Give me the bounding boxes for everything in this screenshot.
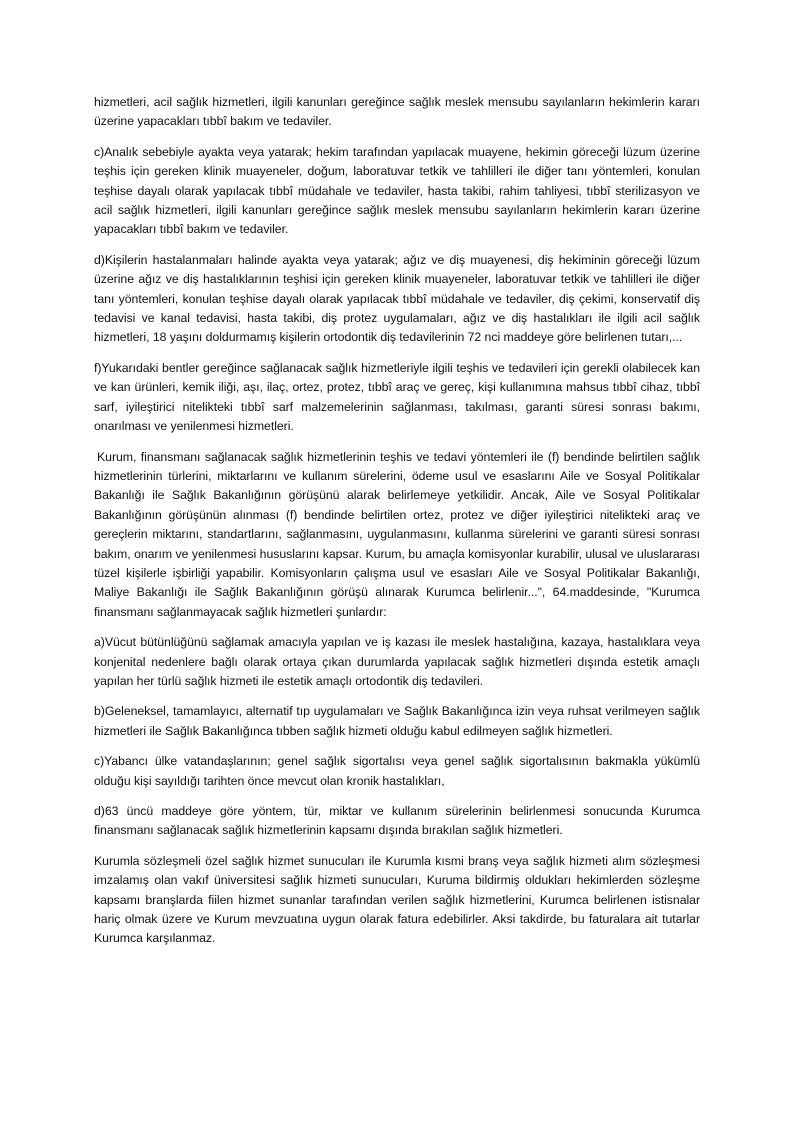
paragraph-item-b-alternative-medicine: b)Geleneksel, tamamlayıcı, alternatif tıp uygulamaları ve Sağlık Bakanlığınca izin veya ruhsat verilmeyen sağlık hizmetleri ile Sağlık Bakanlığınca tıbben sağlık hizmeti olduğu kabul edilmeyen sağlık hizmetleri. [94, 704, 700, 738]
paragraph-item-c-maternity: c)Analık sebebiyle ayakta veya yatarak; hekim tarafından yapılacak muayene, hekimin göreceği lüzum üzerine teşhis için gereken klinik muayeneler, doğum, laboratuvar tetkik ve tahlilleri ile diğer tanı yöntemleri, konulan teşhise dayalı olarak yapılacak tıbbî müdahale ve tedaviler, hasta takibi, rahim tahliyesi, tıbbî sterilizasyon ve acil sağlık hizmetleri, ilgili kanunları gereğince sağlık meslek mensubu sayılanların hekimlerin kararı üzerine yapacakları tıbbî bakım ve tedaviler. [94, 144, 700, 237]
paragraph-kurum-authority: Kurum, finansmanı sağlanacak sağlık hizmetlerinin teşhis ve tedavi yöntemleri ile (f) bendinde belirtilen sağlık hizmetlerinin türlerini, miktarlarını ve kullanım sürelerini, ödeme usul ve esaslarını Aile ve Sosyal Politikalar Bakanlığı ile Sağlık Bakanlığının görüşünü alarak belirlemeye yetkilidir. Ancak, Aile ve Sosyal Politikalar Bakanlığının görüşünün alınması (f) bendinde belirtilen ortez, protez ve diğer iyileştirici nitelikteki araç ve gereçlerin miktarını, standartlarını, sağlanmasını, uygulanmasını, kullanma sürelerini ve garanti süresi sonrası bakım, onarım ve yenilenmesi hususlarını kapsar. Kurum, bu amaçla komisyonlar kurabilir, ulusal ve uluslararası tüzel kişilerle işbirliği yapabilir. Komisyonların çalışma usul ve esasları Aile ve Sosyal Politikalar Bakanlığı, Maliye Bakanlığı ile Sağlık Bakanlığının görüşü alınarak Kurumca belirlenir...", 64.maddesinde, "Kurumca finansmanı sağlanmayacak sağlık hizmetleri şunlardır: [94, 449, 700, 619]
paragraph-item-f-devices: f)Yukarıdaki bentler gereğince sağlanacak sağlık hizmetleriyle ilgili teşhis ve tedavileri için gerekli olabilecek kan ve kan ürünleri, kemik iliği, aşı, ilaç, ortez, protez, tıbbî araç ve gereç, kişi kullanımına mahsus tıbbî cihaz, tıbbî sarf, iyileştirici nitelikteki tıbbî sarf malzemelerinin sağlanması, takılması, garanti süresi sonrası bakımı, onarılması ve yenilenmesi hizmetleri. [94, 360, 700, 434]
paragraph-continuation: hizmetleri, acil sağlık hizmetleri, ilgili kanunları gereğince sağlık meslek mensubu sayılanların hekimlerin kararı üzerine yapacakları tıbbî bakım ve tedaviler. [94, 95, 700, 129]
paragraph-item-d-excluded-services: d)63 üncü maddeye göre yöntem, tür, miktar ve kullanım sürelerinin belirlenmesi sonucunda Kurumca finansmanı sağlanacak sağlık hizmetlerinin kapsamı dışında bırakılan sağlık hizmetleri. [94, 804, 700, 838]
paragraph-item-d-dental: d)Kişilerin hastalanmaları halinde ayakta veya yatarak; ağız ve diş muayenesi, diş hekiminin göreceği lüzum üzerine ağız ve diş hastalıklarının teşhisi için gereken klinik muayeneler, laboratuvar tetkik ve tahlilleri ile diğer tanı yöntemleri, konulan teşhise dayalı olarak yapılacak tıbbî müdahale ve tedaviler, diş çekimi, konservatif diş tedavisi ve kanal tedavisi, hasta takibi, diş protez uygulamaları, ağız ve diş hastalıkları ile ilgili acil sağlık hizmetleri, 18 yaşını doldurmamış kişilerin ortodontik diş tedavilerinin 72 nci maddeye göre belirlenen tutarı,... [94, 252, 700, 345]
paragraph-private-providers: Kurumla sözleşmeli özel sağlık hizmet sunucuları ile Kurumla kısmi branş veya sağlık hizmeti alım sözleşmesi imzalamış olan vakıf üniversitesi sağlık hizmeti sunucuları, Kuruma bildirmiş oldukları hekimlerden sözleşme kapsamı branşlarda fiilen hizmet sunanlar tarafından verilen sağlık hizmetlerini, Kurumca belirlenen istisnalar hariç olmak üzere ve Kurum mevzuatına uygun olarak fatura edebilirler. Aksi takdirde, bu faturalara ait tutarlar Kurumca karşılanmaz. [94, 853, 700, 946]
paragraph-item-c-foreign-nationals: c)Yabancı ülke vatandaşlarının; genel sağlık sigortalısı veya genel sağlık sigortalısının bakmakla yükümlü olduğu kişi sayıldığı tarihten önce mevcut olan kronik hastalıkları, [94, 754, 700, 788]
document-body [94, 93, 700, 960]
paragraph-item-a-aesthetic: a)Vücut bütünlüğünü sağlamak amacıyla yapılan ve iş kazası ile meslek hastalığına, kazaya, hastalıklara veya konjenital nedenlere bağlı olarak ortaya çıkan durumlarda yapılacak sağlık hizmetleri dışında estetik amaçlı yapılan her türlü sağlık hizmeti ile estetik amaçlı ortodontik diş tedavileri. [94, 635, 700, 688]
